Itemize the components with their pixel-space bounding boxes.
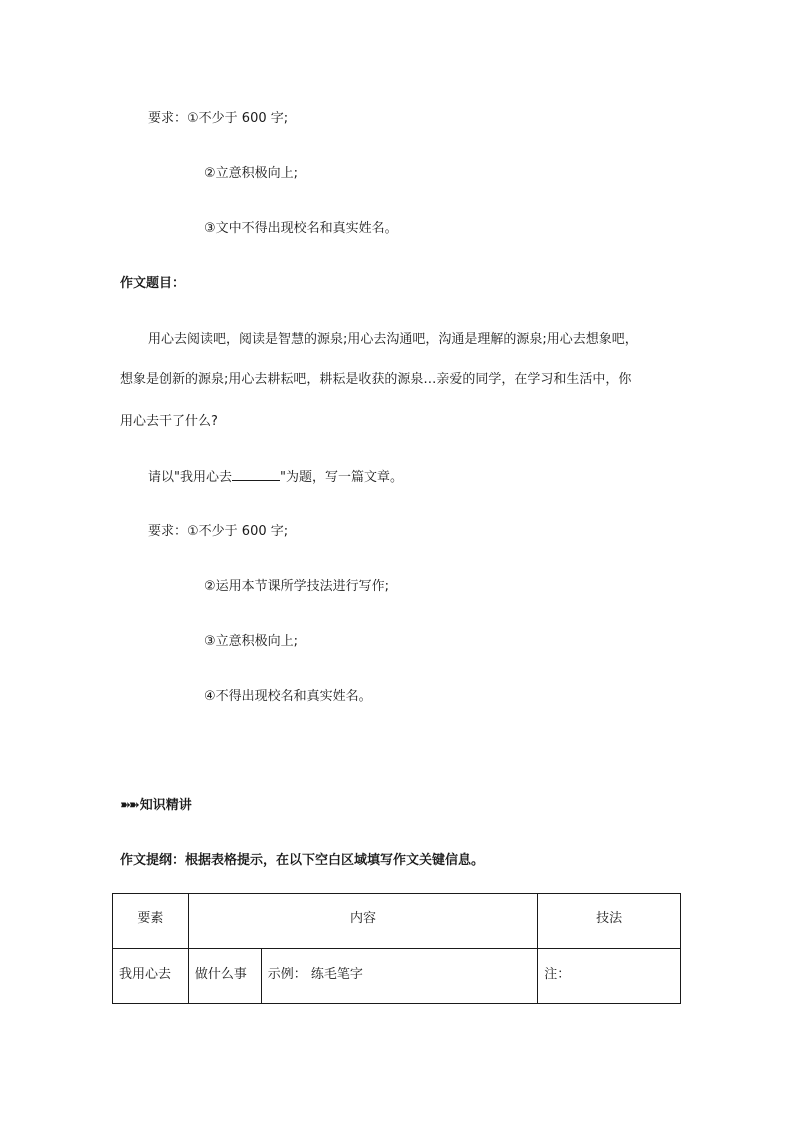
header-cell-technique: 技法 [538, 894, 681, 949]
writing-prompt [148, 468, 403, 487]
passage-line: 用心去干了什么? [120, 414, 218, 429]
requirement-item: ①不少于 600 字; [187, 524, 289, 539]
requirement-item: ③文中不得出现校名和真实姓名。 [204, 221, 398, 236]
prompt-text: 请以"我用心去 [148, 470, 232, 485]
header-cell-content: 内容 [188, 894, 537, 949]
double-arrow-icon: ➽➽ [120, 798, 138, 813]
requirement-item: ①不少于 600 字; [187, 111, 289, 126]
passage-line: 想象是创新的源泉;用心去耕耘吧，耕耘是收获的源泉…亲爱的同学，在学习和生活中，你 [120, 372, 632, 387]
cell-element: 我用心去 [113, 949, 189, 1004]
requirement-line-1 [148, 523, 288, 541]
requirement-label: 要求： [148, 524, 188, 539]
requirement-item: ③立意积极向上; [204, 634, 299, 649]
table-row [113, 949, 681, 1004]
outline-table [112, 893, 681, 1004]
prompt-text: "为题，写一篇文章。 [279, 470, 403, 485]
fill-blank [232, 468, 280, 481]
section-title: 知识精讲 [139, 798, 192, 813]
outline-heading: 作文提纲：根据表格提示，在以下空白区域填写作文关键信息。 [120, 853, 485, 868]
cell-sub: 做什么事 [188, 949, 261, 1004]
requirement-item: ②运用本节课所学技法进行写作; [204, 579, 390, 594]
requirement-line-1 [148, 110, 288, 128]
requirement-item: ④不得出现校名和真实姓名。 [204, 689, 372, 704]
requirement-label: 要求： [148, 111, 188, 126]
passage-line: 用心去阅读吧，阅读是智慧的源泉;用心去沟通吧，沟通是理解的源泉;用心去想象吧， [148, 332, 638, 347]
topic-heading: 作文题目： [120, 276, 186, 291]
cell-technique[interactable]: 注： [538, 949, 681, 1004]
cell-content[interactable]: 示例： 练毛笔字 [261, 949, 537, 1004]
section-heading [120, 797, 192, 815]
requirement-item: ②立意积极向上; [204, 166, 299, 181]
header-cell-element: 要素 [113, 894, 189, 949]
table-header-row [113, 894, 681, 949]
